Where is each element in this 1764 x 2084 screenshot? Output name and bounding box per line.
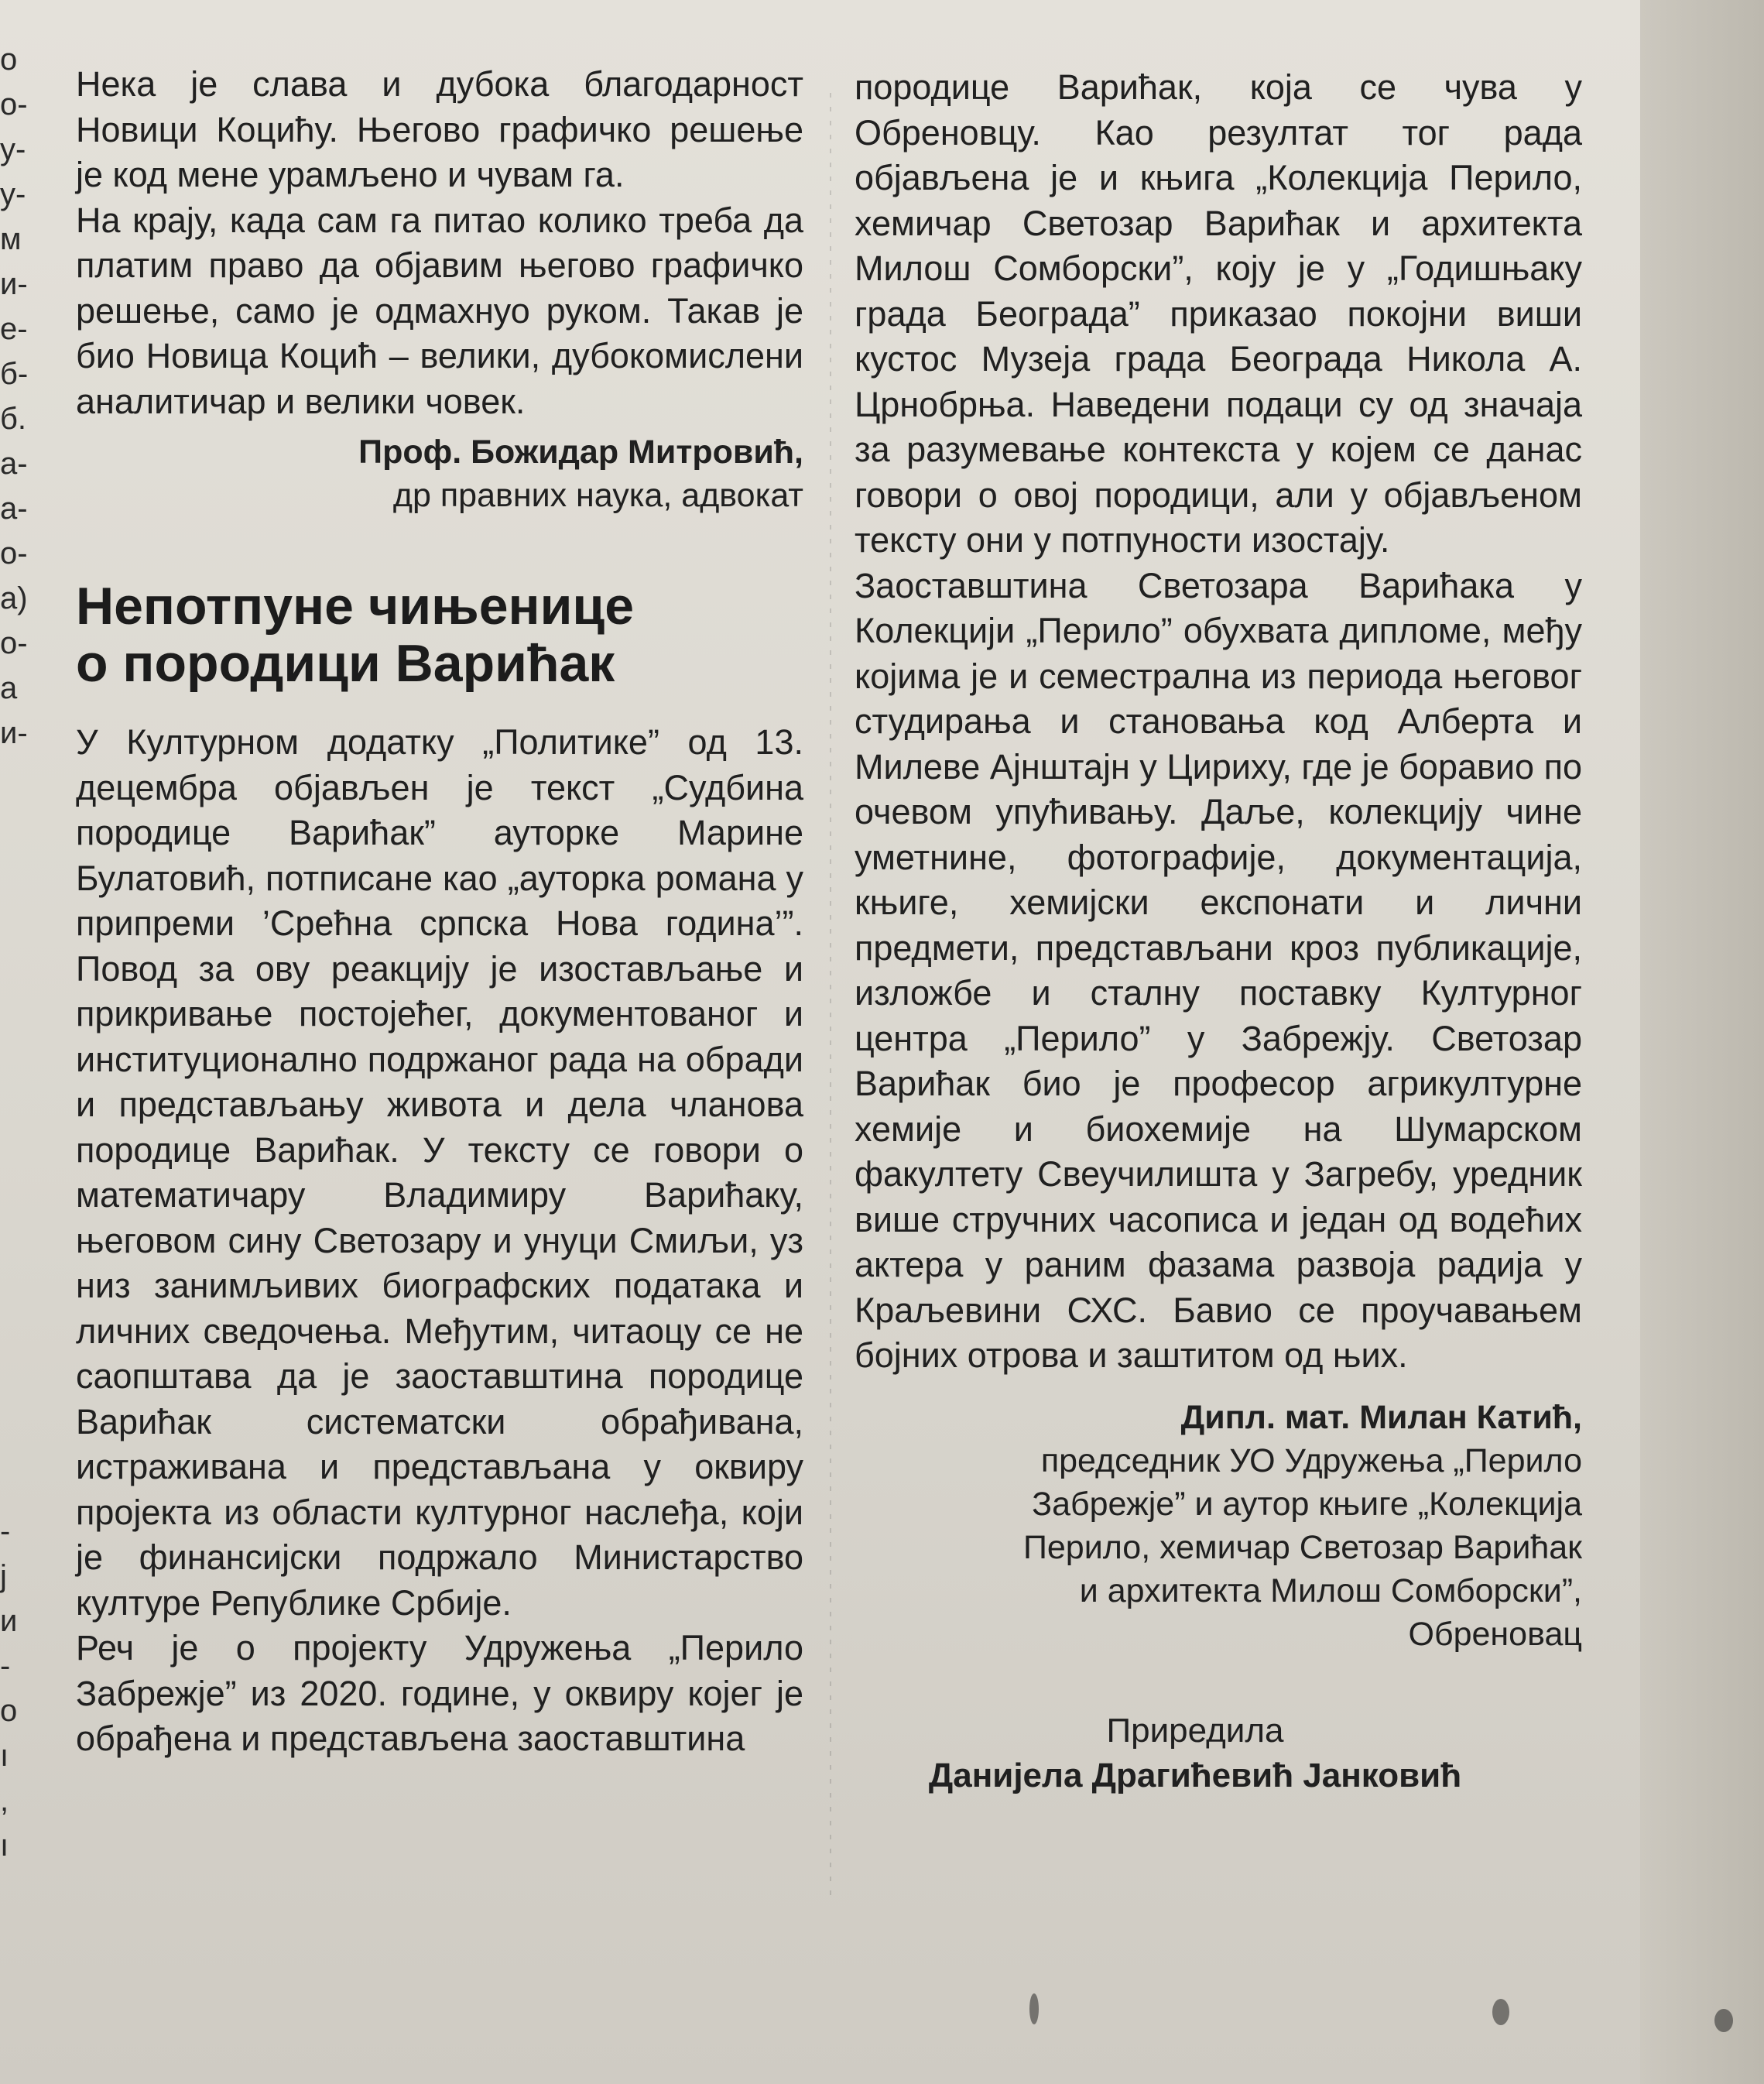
- previous-column-fragment: а): [0, 581, 28, 615]
- previous-column-fragment: у-: [0, 177, 26, 211]
- previous-column-fragment: ı: [0, 1829, 9, 1863]
- author-location: Обреновац: [1408, 1615, 1582, 1653]
- previous-column-fragment: м: [0, 222, 22, 256]
- headline-line-1: Непотпуне чињенице: [76, 577, 635, 636]
- previous-column-fragment: и-: [0, 716, 28, 750]
- intro-paragraph: Нека је слава и дубока благодарност Новици Коцићу. Његово графичко решење је код мене урамљено и чувам га.: [76, 64, 803, 194]
- article-headline: [76, 578, 803, 692]
- previous-column-fragments-bottom: [0, 1510, 36, 1869]
- editor-credit: [855, 1709, 1582, 1798]
- article-paragraph-1: У Културном додатку „Политике” од 13. децембра објављен је текст „Судбина породице Варићак” ауторке Марине Булатовић, потписане као „ауторка романа у припреми ’Срећна српска Нова година’”. Повод за ову реакцију је изостављање и прикривање постојећег, документованог и институционално подржаног рада на обради и представљању живота и дела чланова породице Варићак. У тексту се говори о математичару Владимиру Варићаку, његовом сину Светозару и унуци Смиљи, уз низ занимљивих биографских података и личних сведочења. Међутим, читаоцу се не саопштава да је заоставштина породице Варићак систематски обрађивана, истраживана и представљана у оквиру пројекта из области културног наслеђа, који је финансијски подржало Министарство културе Републике Србије.: [76, 722, 803, 1623]
- headline-line-2: о породици Варићак: [76, 634, 615, 693]
- previous-column-fragment: у-: [0, 132, 26, 166]
- previous-column-fragment: о-: [0, 626, 28, 660]
- previous-column-fragment: -: [0, 1514, 11, 1548]
- previous-column-fragment: о: [0, 1694, 18, 1728]
- ink-smudge: [1714, 2009, 1733, 2032]
- ink-smudge: [1029, 1993, 1039, 2024]
- previous-column-fragment: б.: [0, 402, 27, 436]
- article-paragraph-3: Заоставштина Светозара Варићака у Колекцији „Перило” обухвата дипломе, међу којима је и семестрална из периода његовог студирања и становања код Алберта и Милеве Ајнштајн у Цириху, где је боравио по очевом упућивању. Даље, колекцију чине уметнине, фотографије, документација, књиге, хемијски експонати и лични предмети, представљани кроз публикације, изложбе и сталну поставку Културног центра „Перило” у Забрежју. Светозар Варићак био је професор агрикултурне хемије и биохемије на Шумарском факултету Свеучилишта у Загребу, уредник више стручних часописа и један од водећих актера у раним фазама развоја радија у Краљевини СХС. Бавио се проучавањем бојних отрова и заштитом од њих.: [855, 565, 1582, 1375]
- article-signature: [855, 1396, 1582, 1656]
- page-binding-edge: [1640, 0, 1764, 2084]
- previous-column-fragment: и: [0, 1604, 18, 1638]
- author-role-line-3: Перило, хемичар Светозар Варићак: [1022, 1528, 1582, 1566]
- previous-column-fragment: е-: [0, 312, 28, 346]
- author-role-line-1: председник УО Удружења „Перило: [1040, 1441, 1582, 1479]
- editor-label: Приредила: [1106, 1711, 1284, 1750]
- previous-column-fragment: о: [0, 43, 18, 77]
- previous-column-fragment: -: [0, 1649, 11, 1683]
- previous-column-fragments-top: [0, 37, 36, 756]
- ink-smudge: [1492, 1999, 1509, 2025]
- previous-column-fragment: а-: [0, 492, 28, 526]
- previous-column-fragment: а-: [0, 447, 28, 481]
- previous-column-fragment: и-: [0, 267, 28, 301]
- letter-signature: [76, 430, 803, 517]
- article-continuation-paragraph: породице Варићак, која се чува у Обреновцу. Као резултат тог рада објављена је и књига „Колекција Перило, хемичар Светозар Варићак и архитекта Милош Сомборски”, коју је у „Годишњаку града Београда” приказао покојни виши кустос Музеја града Београда Никола А. Црнобрња. Наведени подаци су од значаја за разумевање контекста у којем се данас говори о овој породици, али у објављеном тексту они у потпуности изостају.: [855, 67, 1582, 560]
- signature-name: Проф. Божидар Митровић,: [358, 434, 803, 471]
- previous-column-fragment: о-: [0, 87, 28, 122]
- previous-column-fragment: б-: [0, 357, 29, 391]
- previous-column-fragment: ј: [0, 1559, 7, 1593]
- left-column: [76, 62, 803, 1762]
- previous-column-fragment: ,: [0, 1784, 9, 1818]
- editor-name: Данијела Драгићевић Јанковић: [928, 1756, 1462, 1794]
- right-column: [855, 65, 1582, 1798]
- previous-column-fragment: ı: [0, 1739, 9, 1773]
- author-role-line-4: и архитекта Милош Сомборски”,: [1079, 1572, 1582, 1609]
- article-paragraph-2: Реч је о пројекту Удружења „Перило Забрежје” из 2020. године, у оквиру којег је обрађена и представљена заоставштина: [76, 1628, 803, 1758]
- previous-column-fragment: о-: [0, 536, 28, 571]
- column-divider: [830, 93, 831, 1904]
- signature-role: др правних наука, адвокат: [392, 477, 803, 514]
- author-name: Дипл. мат. Милан Катић,: [1180, 1398, 1582, 1436]
- author-role-line-2: Забрежје” и аутор књиге „Колекција: [1032, 1485, 1582, 1523]
- previous-column-fragment: а: [0, 671, 18, 705]
- closing-paragraph: На крају, када сам га питао колико треба да платим право да објавим његово графичко решење, само је одмахнуо руком. Такав је био Новица Коцић – велики, дубокомислени аналитичар и велики човек.: [76, 200, 803, 421]
